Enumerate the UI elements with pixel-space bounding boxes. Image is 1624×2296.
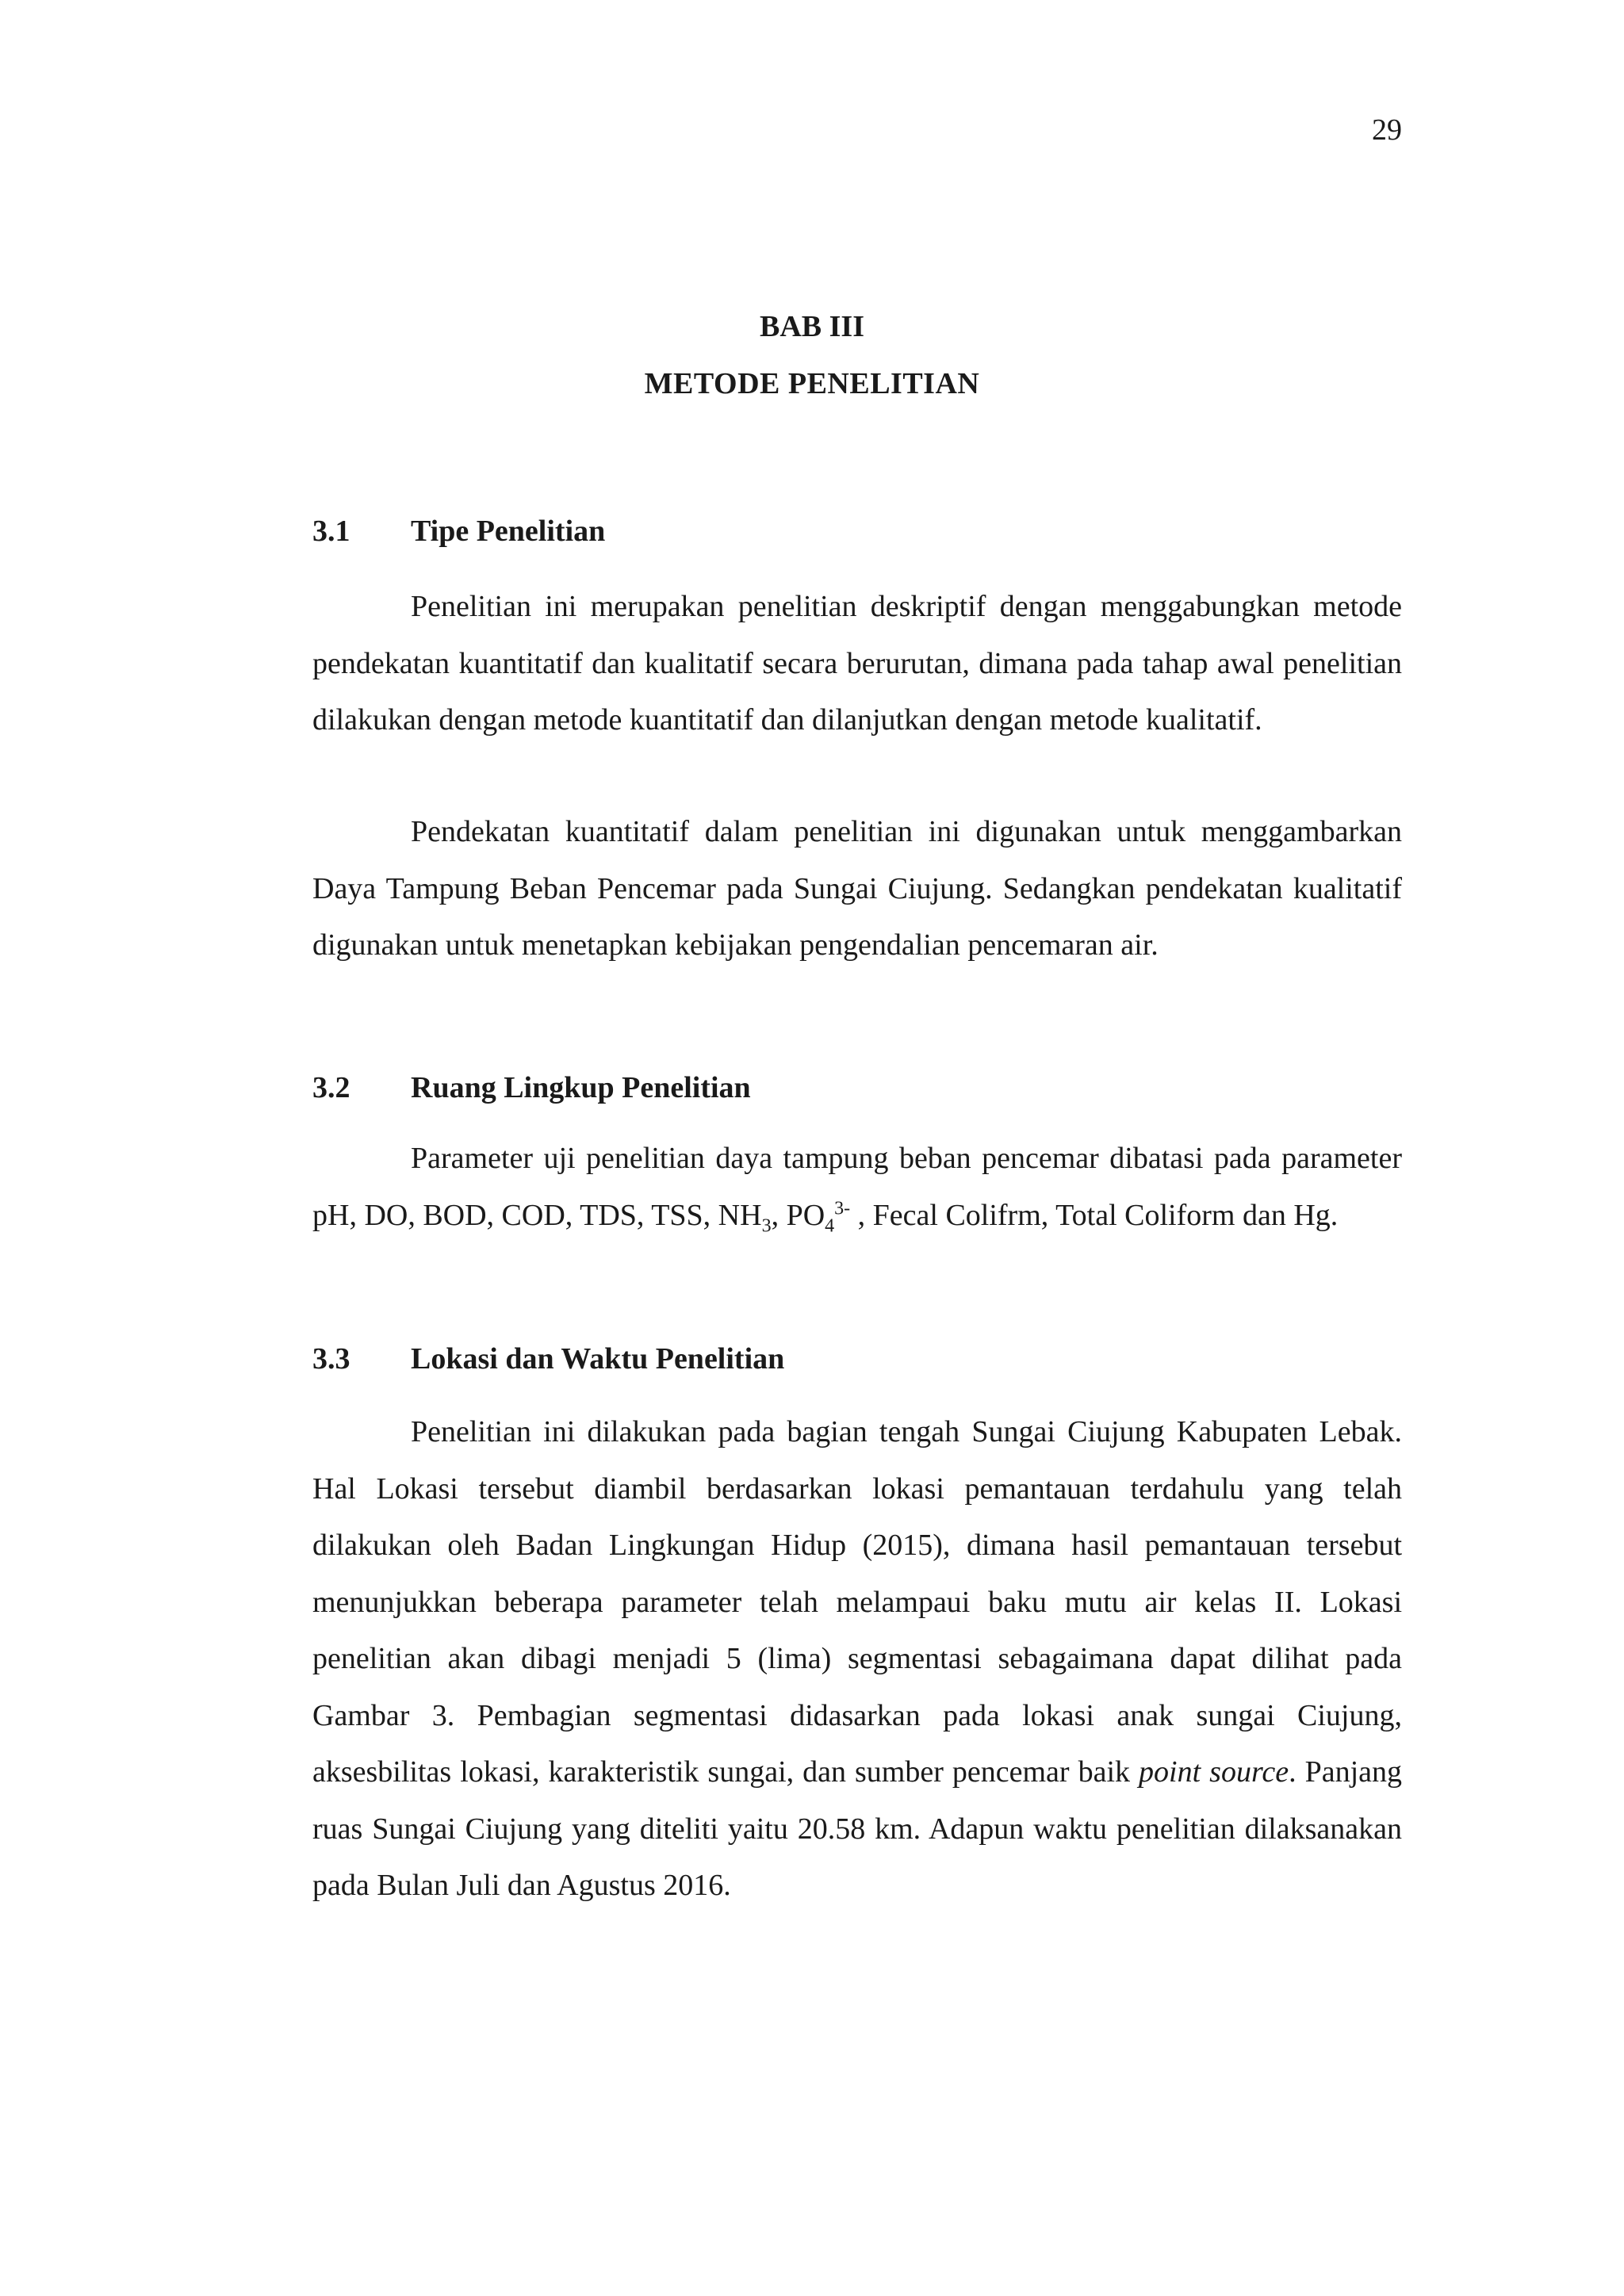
paragraph	[312, 1131, 1402, 1244]
italic-term: point source	[1139, 1755, 1289, 1789]
subscript: 3	[761, 1215, 772, 1237]
section-number: 3.3	[312, 1342, 350, 1376]
section-title: Ruang Lingkup Penelitian	[411, 1071, 751, 1104]
section-heading-3-2	[312, 1069, 751, 1107]
section-title: Lokasi dan Waktu Penelitian	[411, 1342, 785, 1376]
section-3-1-paragraph-1	[312, 579, 1402, 749]
paragraph: Penelitian ini merupakan penelitian deskriptif dengan menggabungkan metode pendekatan kuantitatif dan kualitatif secara berurutan, dimana pada tahap awal penelitian dilakukan dengan metode kuantitatif dan dilanjutkan dengan metode kualitatif.	[312, 590, 1402, 737]
section-3-2-paragraph-1	[312, 1131, 1402, 1244]
paragraph-text: , Fecal Colifrm, Total Coliform dan Hg.	[850, 1198, 1339, 1232]
section-3-3-paragraph-1	[312, 1404, 1402, 1915]
page-number: 29	[1372, 113, 1402, 147]
superscript: 3-	[834, 1197, 851, 1219]
subscript: 4	[825, 1215, 835, 1237]
section-title: Tipe Penelitian	[411, 515, 606, 548]
paragraph-text: Penelitian ini dilakukan pada bagian tengah Sungai Ciujung Kabupaten Lebak. Hal Lokasi tersebut diambil berdasarkan lokasi pemantauan terdahulu yang telah dilakukan oleh Badan Lingkungan Hidup (2015), dimana hasil pemantauan tersebut menunjukkan beberapa parameter telah melampaui baku mutu air kelas II. Lokasi penelitian akan dibagi menjadi 5 (lima) segmentasi sebagaimana dapat dilihat pada Gambar 3. Pembagian segmentasi didasarkan pada lokasi anak sungai Ciujung, aksesbilitas lokasi, karakteristik sungai, dan sumber pencemar baik	[312, 1415, 1402, 1789]
paragraph-text: . Panjang ruas Sungai Ciujung yang diteliti yaitu 20.58 km. Adapun waktu penelitian dilaksanakan pada Bulan Juli dan Agustus 2016.	[312, 1755, 1402, 1902]
paragraph-text: , PO	[771, 1198, 825, 1232]
paragraph-text: Parameter uji penelitian daya tampung beban pencemar dibatasi pada parameter pH, DO, BOD, COD, TDS, TSS, NH	[312, 1142, 1402, 1232]
section-heading-3-3	[312, 1340, 784, 1378]
section-number: 3.1	[312, 515, 350, 548]
chapter-label: BAB III	[760, 310, 864, 343]
paragraph	[312, 1404, 1402, 1915]
paragraph: Pendekatan kuantitatif dalam penelitian ini digunakan untuk menggambarkan Daya Tampung Beban Pencemar pada Sungai Ciujung. Sedangkan pendekatan kualitatif digunakan untuk menetapkan kebijakan pengendalian pencemaran air.	[312, 815, 1402, 962]
section-heading-3-1	[312, 512, 605, 550]
section-number: 3.2	[312, 1071, 350, 1104]
section-3-1-paragraph-2	[312, 804, 1402, 974]
chapter-title: METODE PENELITIAN	[644, 367, 980, 400]
